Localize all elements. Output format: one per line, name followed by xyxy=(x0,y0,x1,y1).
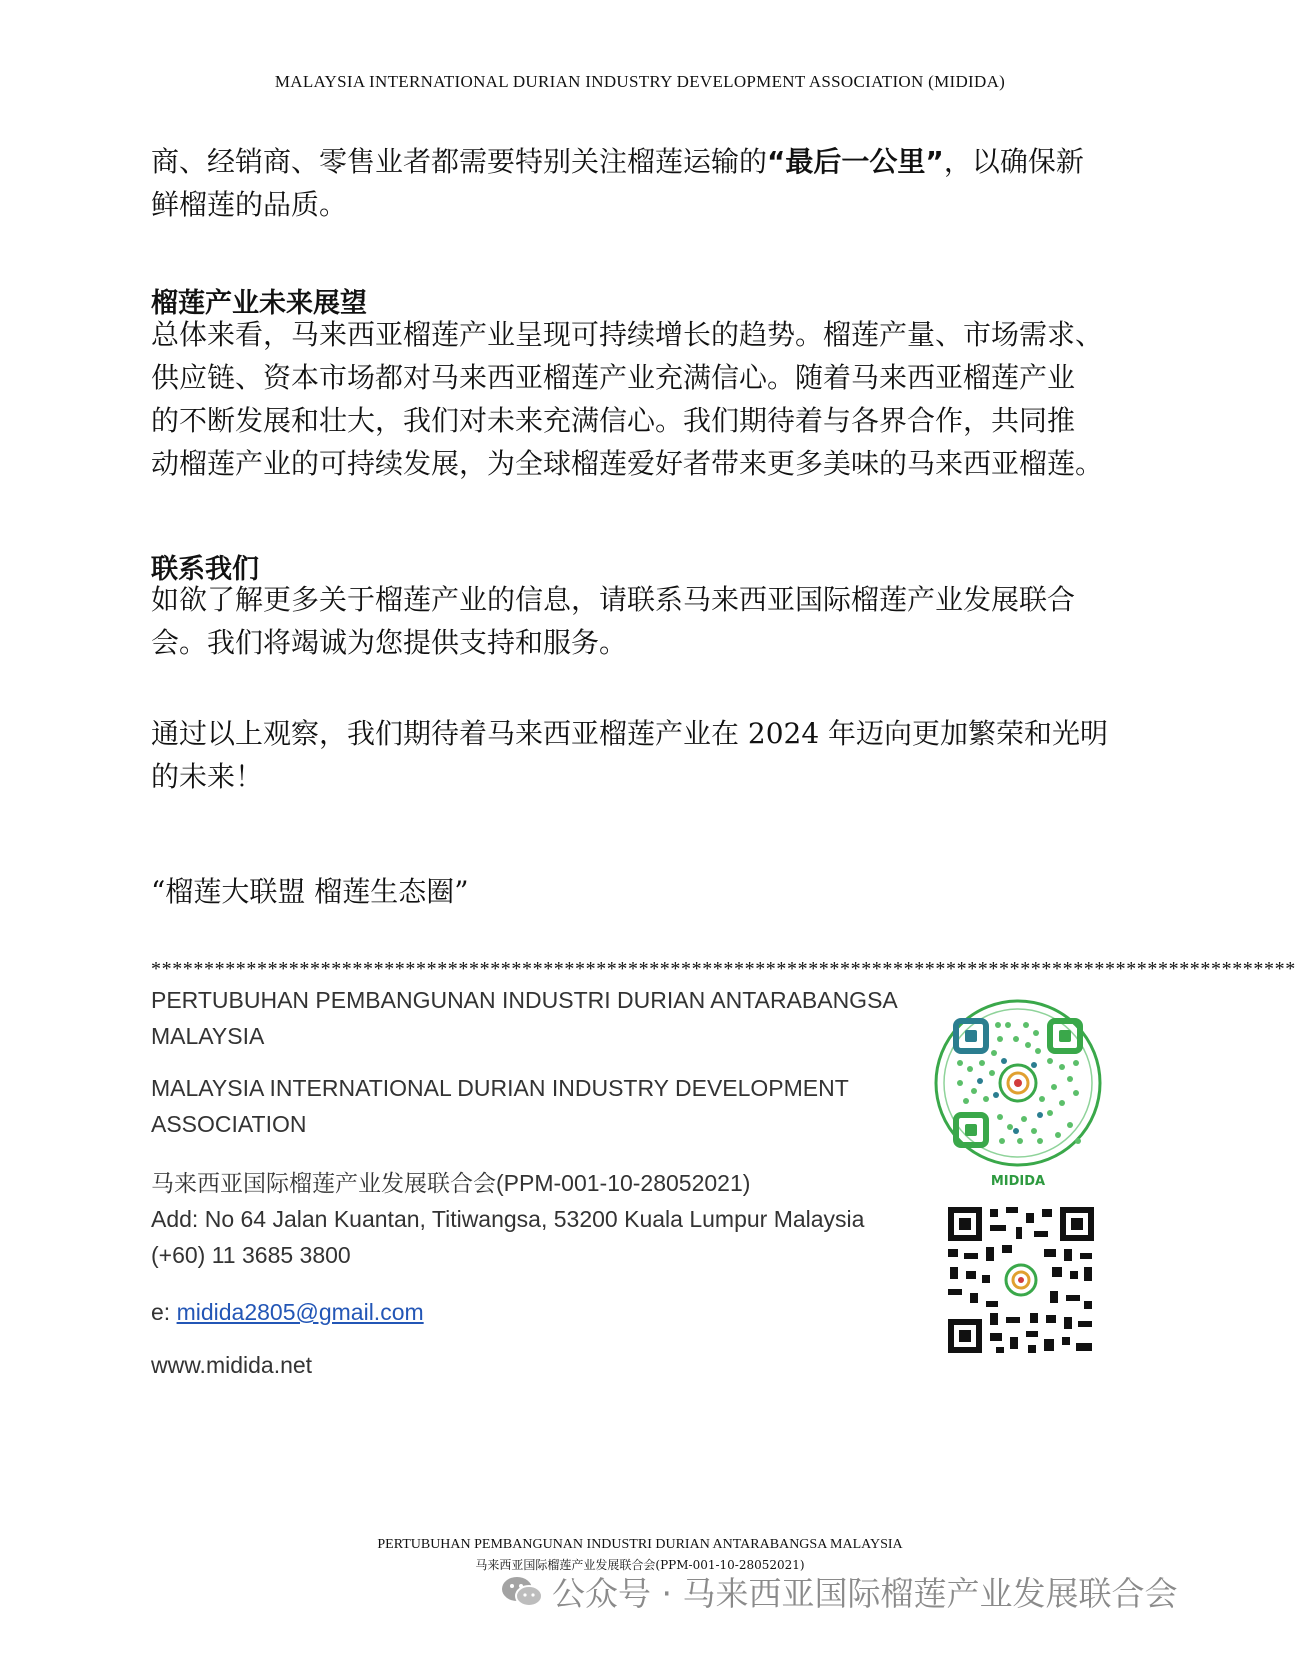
closing-line: 的未来！ xyxy=(151,760,264,793)
midida-badge-qr xyxy=(930,995,1106,1195)
contact-line: 会。我们将竭诚为您提供支持和服务。 xyxy=(151,626,628,659)
badge-qr-icon xyxy=(930,995,1106,1195)
qr-code-icon xyxy=(946,1205,1096,1355)
page-header: MALAYSIA INTERNATIONAL DURIAN INDUSTRY DEVELOPMENT ASSOCIATION (MIDIDA) xyxy=(274,72,1006,91)
org-english-line: ASSOCIATION xyxy=(151,1111,307,1137)
intro-text: 商、经销商、零售业者都需要特别关注榴莲运输的 xyxy=(151,145,768,178)
watermark-text: 公众号 · 马来西亚国际榴莲产业发展联合会 xyxy=(552,1574,1178,1613)
org-details xyxy=(151,1165,864,1273)
org-phone: (+60) 11 3685 3800 xyxy=(151,1242,351,1268)
intro-line-1 xyxy=(151,140,1141,183)
org-malay-line: PERTUBUHAN PEMBANGUNAN INDUSTRI DURIAN ANTARABANGSA xyxy=(151,987,898,1013)
intro-line-2: 鲜榴莲的品质。 xyxy=(151,188,348,221)
future-heading: 榴莲产业未来展望 xyxy=(151,288,367,319)
intro-text-tail: ，以确保新 xyxy=(943,145,1084,178)
last-mile-emphasis: “最后一公里” xyxy=(767,145,944,178)
contact-paragraph xyxy=(151,578,1141,664)
wechat-watermark xyxy=(500,1568,1177,1615)
org-english-line: MALAYSIA INTERNATIONAL DURIAN INDUSTRY DEVELOPMENT xyxy=(151,1075,849,1101)
email-label: e: xyxy=(151,1299,177,1325)
email-link[interactable]: midida2805@gmail.com xyxy=(176,1299,424,1325)
email-row xyxy=(151,1294,424,1330)
org-malay-line: MALAYSIA xyxy=(151,1023,265,1049)
standard-qr-code xyxy=(946,1205,1096,1355)
future-paragraph xyxy=(151,313,1141,485)
closing-line: 通过以上观察，我们期待着马来西亚榴莲产业在 2024 年迈向更加繁荣和光明 xyxy=(151,717,1109,750)
contact-line: 如欲了解更多关于榴莲产业的信息，请联系马来西亚国际榴莲产业发展联合 xyxy=(151,583,1076,616)
website-text: www.midida.net xyxy=(151,1352,313,1378)
future-line: 动榴莲产业的可持续发展，为全球榴莲爱好者带来更多美味的马来西亚榴莲。 xyxy=(151,447,1104,480)
future-line: 总体来看，马来西亚榴莲产业呈现可持续增长的趋势。榴莲产量、市场需求、 xyxy=(151,318,1104,351)
badge-label: MIDIDA xyxy=(990,1174,1046,1189)
org-malay-name xyxy=(151,982,898,1054)
separator-line: ************************************************************************************************************ xyxy=(151,958,1296,980)
footer-chinese-name: 马来西亚国际榴莲产业发展联合会(PPM-001-10-28052021) xyxy=(475,1558,805,1572)
intro-paragraph xyxy=(151,140,1141,226)
future-line: 供应链、资本市场都对马来西亚榴莲产业充满信心。随着马来西亚榴莲产业 xyxy=(151,361,1076,394)
future-line: 的不断发展和壮大，我们对未来充满信心。我们期待着与各界合作，共同推 xyxy=(151,404,1076,437)
slogan: “榴莲大联盟 榴莲生态圈” xyxy=(151,875,469,908)
contact-heading: 联系我们 xyxy=(151,554,259,585)
wechat-icon xyxy=(500,1574,544,1610)
org-address: Add: No 64 Jalan Kuantan, Titiwangsa, 53200 Kuala Lumpur Malaysia xyxy=(151,1206,865,1232)
closing-paragraph xyxy=(151,712,1141,798)
org-chinese-name: 马来西亚国际榴莲产业发展联合会(PPM-001-10-28052021) xyxy=(151,1170,751,1196)
footer-malay-name: PERTUBUHAN PEMBANGUNAN INDUSTRI DURIAN ANTARABANGSA MALAYSIA xyxy=(377,1537,903,1552)
org-english-name xyxy=(151,1070,849,1142)
